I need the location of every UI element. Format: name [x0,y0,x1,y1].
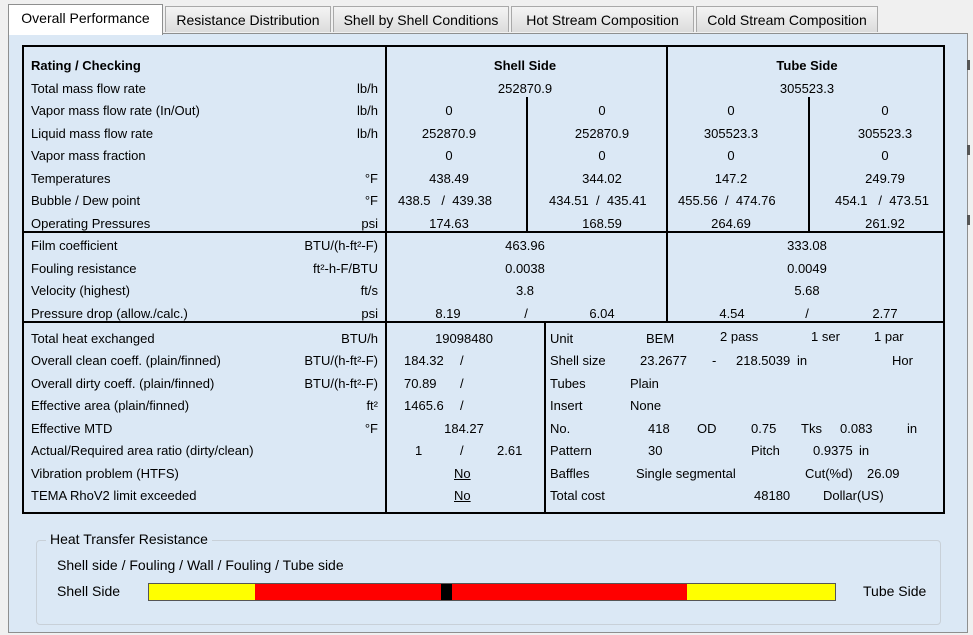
htr-subtitle: Shell side / Fouling / Wall / Fouling / Tube side [57,557,344,573]
resistance-bar [148,583,836,601]
row-label: Vapor mass flow rate (In/Out) [31,103,200,118]
tube-out: 454.1 / 473.51 [835,193,929,208]
pitch-label: Pitch [751,443,780,458]
area-ratio-clean: 2.61 [497,443,523,458]
shell-out: 0 [598,148,606,163]
tab-cold-stream-composition[interactable]: Cold Stream Composition [696,6,878,32]
unit-value: BEM [646,331,675,346]
separator: / [460,353,464,368]
baffles-value: Single segmental [636,466,736,481]
tab-shell-by-shell[interactable]: Shell by Shell Conditions [333,6,509,32]
row-unit: psi [361,306,378,321]
row-label: Overall clean coeff. (plain/finned) [31,353,221,368]
row-label: Vapor mass fraction [31,148,146,163]
scroll-marker [967,215,970,225]
tube-in: 305523.3 [703,126,759,141]
row-unit: BTU/(h-ft²-F) [304,353,378,368]
separator: / [524,306,528,321]
shell-value: 252870.9 [497,81,553,96]
tubes-label: Tubes [550,376,586,391]
shell-allow: 8.19 [435,306,461,321]
htr-shell-label: Shell Side [57,583,121,599]
separator: / [460,443,464,458]
separator: / [805,306,809,321]
shell-in: 438.5 / 439.38 [398,193,492,208]
pattern-value: 30 [648,443,663,458]
shell-value: 3.8 [515,283,535,298]
separator: / [460,376,464,391]
shell-size-length: 218.5039 [736,353,791,368]
od-label: OD [697,421,717,436]
htr-title: Heat Transfer Resistance [46,531,212,547]
row-label: Liquid mass flow rate [31,126,154,141]
tube-value: 305523.3 [779,81,835,96]
cut-value: 26.09 [867,466,900,481]
shell-out: 168.59 [582,216,622,231]
dirty-coeff-plain: 70.89 [404,376,437,391]
insert-label: Insert [550,398,583,413]
row-label: Total heat exchanged [31,331,155,346]
shell-value: 463.96 [505,238,545,253]
tube-allow: 4.54 [719,306,745,321]
mtd-value: 184.27 [444,421,484,436]
row-label: Temperatures [31,171,111,186]
row-label: Overall dirty coeff. (plain/finned) [31,376,215,391]
resistance-segment-tube-side [687,584,834,600]
tube-side-header: Tube Side [776,58,838,73]
total-heat-value: 19098480 [435,331,493,346]
tube-in: 455.56 / 474.76 [678,193,776,208]
shell-in: 438.49 [429,171,469,186]
row-label: Pressure drop (allow./calc.) [31,306,188,321]
tks-value: 0.083 [840,421,873,436]
tab-overall-performance[interactable]: Overall Performance [8,4,163,35]
total-cost-label: Total cost [550,488,605,503]
table-title: Rating / Checking [31,58,141,73]
tab-hot-stream-composition[interactable]: Hot Stream Composition [511,6,694,32]
tube-value: 333.08 [787,238,827,253]
tube-value: 5.68 [794,283,820,298]
row-unit: lb/h [357,81,378,96]
row-unit: psi [361,216,378,231]
row-label: Vibration problem (HTFS) [31,466,179,481]
tube-out: 0 [881,148,889,163]
cost-unit: Dollar(US) [823,488,884,503]
scroll-marker [967,145,970,155]
shell-in: 0 [445,148,453,163]
row-label: Bubble / Dew point [31,193,141,208]
series-count: 1 ser [811,329,840,344]
row-unit: BTU/h [341,331,378,346]
pitch-unit: in [859,443,870,458]
tks-unit: in [907,421,918,436]
tube-out: 261.92 [865,216,905,231]
pass-count: 2 pass [720,329,759,344]
separator: - [712,353,717,368]
shell-size-label: Shell size [550,353,606,368]
unit-label: Unit [550,331,574,346]
tube-in: 264.69 [711,216,751,231]
orientation: Hor [892,353,913,368]
row-unit: °F [364,171,378,186]
area-ratio-dirty: 1 [415,443,423,458]
row-unit: ft/s [360,283,378,298]
row-unit: ft² [366,398,378,413]
row-label: Fouling resistance [31,261,137,276]
tube-calc: 2.77 [872,306,898,321]
shell-in: 174.63 [429,216,469,231]
tube-out: 249.79 [865,171,905,186]
row-unit: BTU/(h-ft²-F) [304,238,378,253]
tube-no-label: No. [550,421,571,436]
shell-value: 0.0038 [505,261,545,276]
htr-tube-label: Tube Side [863,583,927,599]
row-label: Film coefficient [31,238,118,253]
shell-size-unit: in [797,353,808,368]
baffles-label: Baffles [550,466,590,481]
insert-value: None [630,398,662,413]
tema-rhov2-link[interactable]: No [454,488,471,503]
row-label: TEMA RhoV2 limit exceeded [31,488,197,503]
resistance-segment-shell-side [149,584,255,600]
pitch-value: 0.9375 [813,443,853,458]
tube-out: 305523.3 [857,126,913,141]
parallel-count: 1 par [874,329,904,344]
shell-out: 344.02 [582,171,622,186]
shell-out: 434.51 / 435.41 [549,193,647,208]
clean-coeff-plain: 184.32 [404,353,444,368]
row-unit: °F [364,193,378,208]
row-label: Velocity (highest) [31,283,130,298]
shell-calc: 6.04 [589,306,615,321]
tube-out: 0 [881,103,889,118]
tube-value: 0.0049 [787,261,827,276]
row-label: Effective MTD [31,421,113,436]
total-cost-value: 48180 [754,488,791,503]
row-label: Total mass flow rate [31,81,146,96]
tube-in: 0 [727,103,735,118]
scroll-marker [967,60,970,70]
shell-side-header: Shell Side [493,58,557,73]
resistance-segment-tube-fouling [452,584,687,600]
tube-in: 0 [727,148,735,163]
tks-label: Tks [801,421,822,436]
row-unit: lb/h [357,103,378,118]
shell-size-id: 23.2677 [640,353,687,368]
cut-label: Cut(%d) [805,466,853,481]
pattern-label: Pattern [550,443,592,458]
tube-no-value: 418 [648,421,670,436]
row-unit: °F [364,421,378,436]
tab-resistance-distribution[interactable]: Resistance Distribution [165,6,331,32]
shell-in: 252870.9 [421,126,477,141]
row-unit: lb/h [357,126,378,141]
row-unit: ft²-h-F/BTU [313,261,378,276]
row-unit: BTU/(h-ft²-F) [304,376,378,391]
resistance-segment-shell-fouling [255,584,441,600]
shell-out: 0 [598,103,606,118]
od-value: 0.75 [751,421,777,436]
shell-in: 0 [445,103,453,118]
row-label: Effective area (plain/finned) [31,398,190,413]
area-plain: 1465.6 [404,398,444,413]
row-label: Operating Pressures [31,216,151,231]
vibration-link[interactable]: No [454,466,471,481]
separator: / [460,398,464,413]
row-label: Actual/Required area ratio (dirty/clean) [31,443,254,458]
shell-out: 252870.9 [574,126,630,141]
resistance-segment-wall [441,584,453,600]
tubes-value: Plain [630,376,659,391]
tube-in: 147.2 [714,171,748,186]
